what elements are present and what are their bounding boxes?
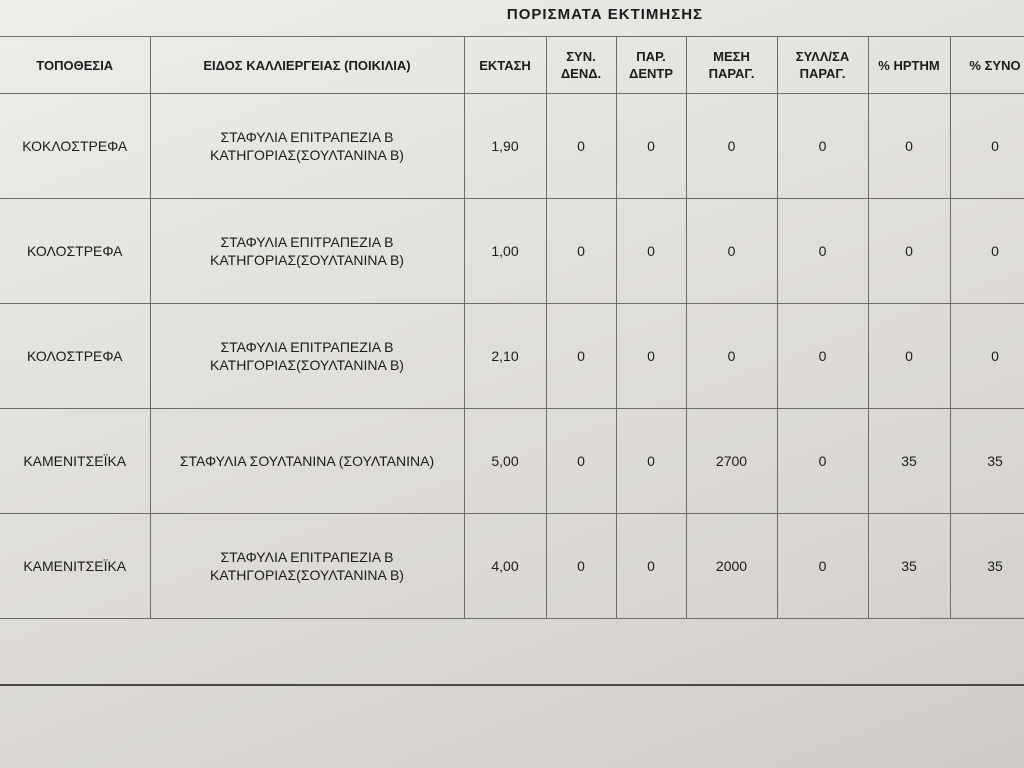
cell-harvested-production: 0	[777, 199, 868, 304]
header-harvested-production: ΣΥΛΛ/ΣΑ ΠΑΡΑΓ.	[777, 37, 868, 94]
cell-crop-type: ΣΤΑΦΥΛΙΑ ΕΠΙΤΡΑΠΕΖΙΑ Β ΚΑΤΗΓΟΡΙΑΣ(ΣΟΥΛΤΑΝΙΝΑ Β)	[150, 514, 464, 619]
cell-damaged-trees: 0	[616, 94, 686, 199]
cell-damaged-trees: 0	[616, 409, 686, 514]
cell-crop-type: ΣΤΑΦΥΛΙΑ ΕΠΙΤΡΑΠΕΖΙΑ Β ΚΑΤΗΓΟΡΙΑΣ(ΣΟΥΛΤΑΝΙΝΑ Β)	[150, 199, 464, 304]
cell-location: ΚΟΛΟΣΤΡΕΦΑ	[0, 199, 150, 304]
cell-avg-production: 2000	[686, 514, 777, 619]
assessment-table	[0, 36, 1024, 619]
header-location: ΤΟΠΟΘΕΣΙΑ	[0, 37, 150, 94]
cell-damaged-trees: 0	[616, 199, 686, 304]
header-area: ΕΚΤΑΣΗ	[464, 37, 546, 94]
cell-crop-type: ΣΤΑΦΥΛΙΑ ΕΠΙΤΡΑΠΕΖΙΑ Β ΚΑΤΗΓΟΡΙΑΣ(ΣΟΥΛΤΑΝΙΝΑ Β)	[150, 94, 464, 199]
cell-pct-loss: 0	[868, 199, 950, 304]
cell-pct-total: 35	[950, 409, 1024, 514]
bottom-rule	[0, 684, 1024, 686]
cell-location: ΚΟΛΟΣΤΡΕΦΑ	[0, 304, 150, 409]
header-pct-loss: % ΗΡΤΗΜ	[868, 37, 950, 94]
table-row	[0, 94, 1024, 199]
cell-damaged-trees: 0	[616, 514, 686, 619]
cell-pct-total: 0	[950, 304, 1024, 409]
cell-pct-total: 0	[950, 94, 1024, 199]
cell-pct-loss: 0	[868, 304, 950, 409]
cell-pct-loss: 0	[868, 94, 950, 199]
cell-avg-production: 0	[686, 304, 777, 409]
cell-area: 1,00	[464, 199, 546, 304]
cell-area: 2,10	[464, 304, 546, 409]
header-pct-total: % ΣΥΝΟ	[950, 37, 1024, 94]
cell-total-trees: 0	[546, 409, 616, 514]
cell-harvested-production: 0	[777, 304, 868, 409]
table-header	[0, 37, 1024, 94]
cell-harvested-production: 0	[777, 409, 868, 514]
header-avg-production: ΜΕΣΗ ΠΑΡΑΓ.	[686, 37, 777, 94]
cell-damaged-trees: 0	[616, 304, 686, 409]
cell-pct-loss: 35	[868, 409, 950, 514]
header-row	[0, 37, 1024, 94]
cell-pct-total: 35	[950, 514, 1024, 619]
cell-avg-production: 2700	[686, 409, 777, 514]
cell-harvested-production: 0	[777, 94, 868, 199]
table-row	[0, 409, 1024, 514]
document-title: ΠΟΡΙΣΜΑΤΑ ΕΚΤΙΜΗΣΗΣ	[506, 6, 704, 23]
cell-area: 5,00	[464, 409, 546, 514]
cell-area: 1,90	[464, 94, 546, 199]
cell-area: 4,00	[464, 514, 546, 619]
table-body	[0, 94, 1024, 619]
cell-harvested-production: 0	[777, 514, 868, 619]
cell-location: ΚΟΚΛΟΣΤΡΕΦΑ	[0, 94, 150, 199]
header-crop-type: ΕΙΔΟΣ ΚΑΛΛΙΕΡΓΕΙΑΣ (ΠΟΙΚΙΛΙΑ)	[150, 37, 464, 94]
cell-total-trees: 0	[546, 94, 616, 199]
table-row	[0, 514, 1024, 619]
cell-total-trees: 0	[546, 514, 616, 619]
cell-crop-type: ΣΤΑΦΥΛΙΑ ΕΠΙΤΡΑΠΕΖΙΑ Β ΚΑΤΗΓΟΡΙΑΣ(ΣΟΥΛΤΑΝΙΝΑ Β)	[150, 304, 464, 409]
cell-total-trees: 0	[546, 199, 616, 304]
cell-total-trees: 0	[546, 304, 616, 409]
table-row	[0, 304, 1024, 409]
header-total-trees: ΣΥΝ. ΔΕΝΔ.	[546, 37, 616, 94]
cell-crop-type: ΣΤΑΦΥΛΙΑ ΣΟΥΛΤΑΝΙΝΑ (ΣΟΥΛΤΑΝΙΝΑ)	[150, 409, 464, 514]
cell-pct-loss: 35	[868, 514, 950, 619]
cell-location: ΚΑΜΕΝΙΤΣΕΪΚΑ	[0, 514, 150, 619]
cell-pct-total: 0	[950, 199, 1024, 304]
cell-avg-production: 0	[686, 199, 777, 304]
table-row	[0, 199, 1024, 304]
header-damaged-trees: ΠΑΡ. ΔΕΝΤΡ	[616, 37, 686, 94]
cell-avg-production: 0	[686, 94, 777, 199]
cell-location: ΚΑΜΕΝΙΤΣΕΪΚΑ	[0, 409, 150, 514]
